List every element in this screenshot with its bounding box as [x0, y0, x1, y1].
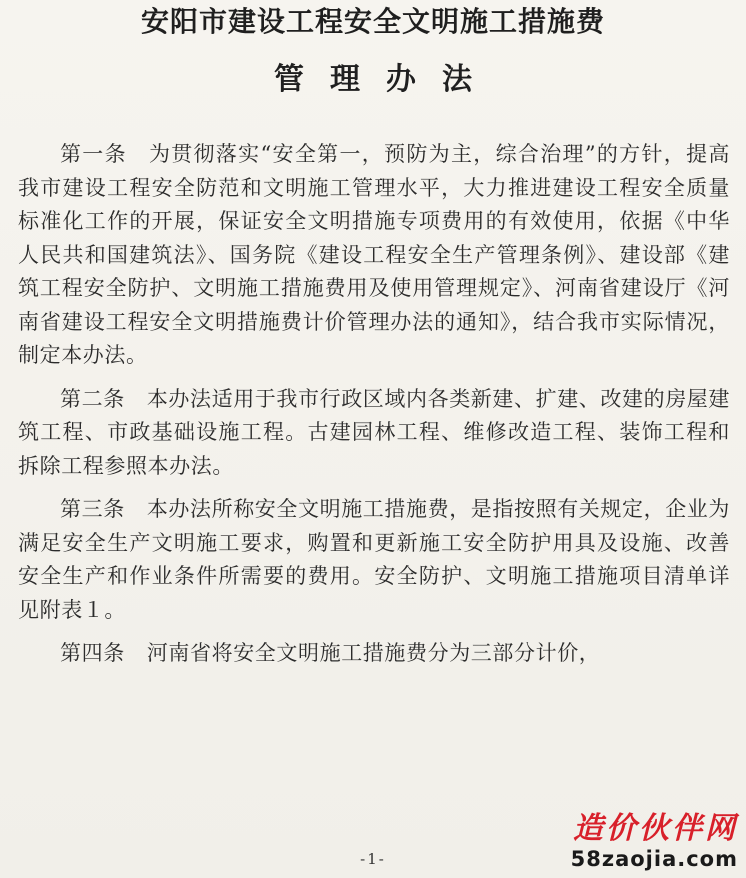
article-label: 第二条 [60, 386, 125, 411]
document-subtitle: 管理办法 [274, 62, 498, 97]
article-text: 本办法所称安全文明施工措施费，是指按照有关规定，企业为满足安全生产文明施工要求，购置和更新施工安全防护用具及设施、改善安全生产和作业条件所需要的费用。安全防护、文明施工措施项目清单详见附表１。 [18, 497, 731, 622]
article-text: 河南省将安全文明施工措施费分为三部分计价， [146, 641, 601, 665]
article-label: 第四条 [60, 641, 125, 665]
watermark-brand: 造价伙伴网 [573, 811, 738, 846]
document-body [18, 138, 730, 681]
article-4 [18, 637, 730, 671]
article-text: 为贯彻落实“安全第一，预防为主，综合治理”的方针，提高我市建设工程安全防范和文明施工管理水平，大力推进建设工程安全质量标准化工作的开展，保证安全文明措施专项费用的有效使用，依据《中华人民共和国建筑法》、国务院《建设工程安全生产管理条例》、建设部《建筑工程安全防护、文明施工措施费用及使用管理规定》、河南省建设厅《河南省建设工程安全文明措施费计价管理办法的通知》，结合我市实际情况，制定本办法。 [18, 142, 730, 367]
watermark-logo [548, 812, 738, 872]
page-number: -1- [360, 850, 386, 868]
article-2 [18, 383, 730, 484]
article-label: 第一条 [60, 142, 127, 166]
watermark-url: 58zaojia.com [570, 847, 738, 871]
document-title: 安阳市建设工程安全文明施工措施费 [140, 5, 605, 38]
article-1 [18, 138, 730, 373]
article-3 [18, 493, 730, 627]
article-label: 第三条 [60, 497, 125, 521]
article-text: 本办法适用于我市行政区域内各类新建、扩建、改建的房屋建筑工程、市政基础设施工程。古建园林工程、维修改造工程、装饰工程和拆除工程参照本办法。 [18, 386, 731, 478]
